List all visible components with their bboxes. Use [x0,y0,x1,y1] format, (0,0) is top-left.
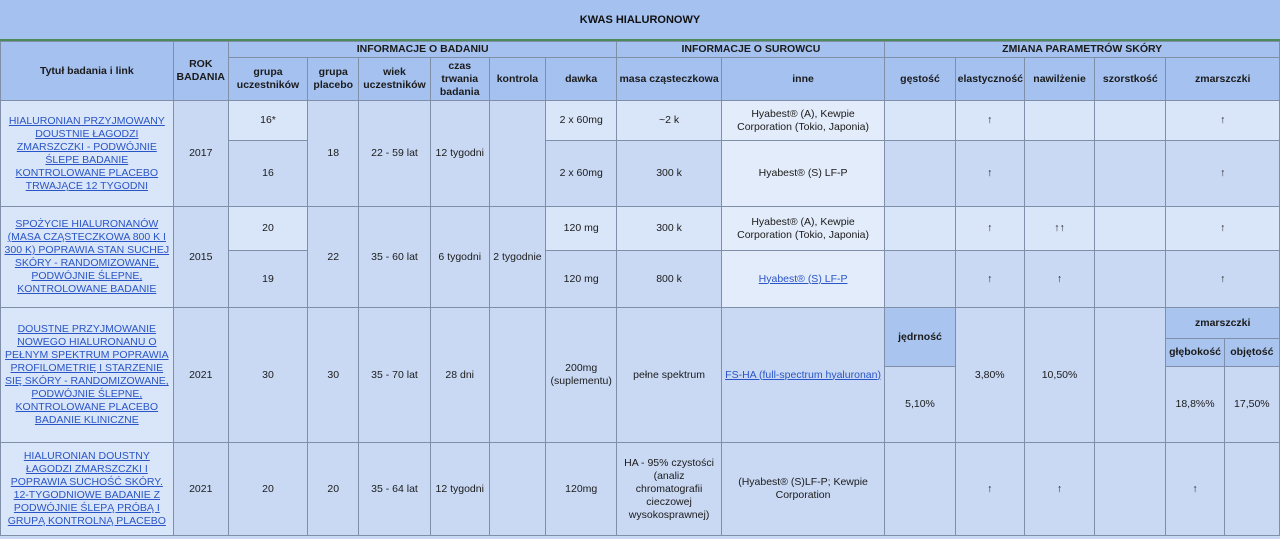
study-year: 2021 [173,443,228,536]
firmness-value: 5,10% [885,367,955,443]
mass-cell: 300 k [617,141,721,207]
control-cell [489,101,545,207]
table-row [1,308,1280,339]
participants-cell: 20 [228,207,307,251]
placebo-cell: 22 [308,207,359,308]
age-cell: 35 - 70 lat [359,308,430,443]
control-cell: 2 tygodnie [489,207,545,308]
dose-cell: 2 x 60mg [546,141,617,207]
other-cell: Hyabest® (A), Kewpie Corporation (Tokio, Japonia) [721,101,885,141]
roughness-cell [1095,141,1166,207]
participants-cell: 30 [228,308,307,443]
hydration-cell: ↑ [1024,251,1094,308]
elasticity-cell: 3,80% [955,308,1024,443]
hydration-cell [1024,101,1094,141]
roughness-cell [1095,443,1166,536]
table-row [1,443,1280,536]
mass-cell: 300 k [617,207,721,251]
roughness-cell [1095,207,1166,251]
wrinkles-extra-cell [1224,443,1279,536]
mass-cell: 800 k [617,251,721,308]
volume-label: objętość [1224,339,1279,367]
col-hydration: nawilżenie [1024,58,1094,101]
study-year: 2017 [173,101,228,207]
density-cell [885,251,955,308]
col-duration: czas trwania badania [430,58,489,101]
hydration-cell: ↑↑ [1024,207,1094,251]
hydration-cell: ↑ [1024,443,1094,536]
other-link-cell[interactable]: Hyabest® (S) LF-P [721,251,885,308]
other-cell: (Hyabest® (S)LF-P; Kewpie Corporation [721,443,885,536]
age-cell: 35 - 60 lat [359,207,430,308]
age-cell: 22 - 59 lat [359,101,430,207]
participants-cell: 16* [228,101,307,141]
study-title-link[interactable]: SPOŻYCIE HIALURONANÓW (MASA CZĄSTECZKOWA 800 K I 300 K) POPRAWIA STAN SUCHEJ SKÓRY - RANDOMIZOWANE, PODWÓJNIE ŚLEPNE, KONTROLOWANE BADANIE [1,207,174,308]
participants-cell: 16 [228,141,307,207]
wrinkles-cell: ↑ [1166,251,1280,308]
control-cell [489,308,545,443]
duration-cell: 6 tygodni [430,207,489,308]
age-cell: 35 - 64 lat [359,443,430,536]
col-density: gęstość [885,58,955,101]
study-title-link[interactable]: HIALURONIAN DOUSTNY ŁAGODZI ZMARSZCZKI I POPRAWIA SUCHOŚĆ SKÓRY. 12-TYGODNIOWE BADANIE Z PODWÓJNIE ŚLEPĄ PRÓBĄ I GRUPĄ KONTROLNĄ PLACEBO [1,443,174,536]
roughness-cell [1095,251,1166,308]
control-cell [489,443,545,536]
participants-cell: 20 [228,443,307,536]
placebo-cell: 20 [308,443,359,536]
col-mass: masa cząsteczkowa [617,58,721,101]
duration-cell: 28 dni [430,308,489,443]
other-link-cell[interactable]: FS-HA (full-spectrum hyaluronan) [721,308,885,443]
col-placebo: grupa placebo [308,58,359,101]
mass-cell: ~2 k [617,101,721,141]
dose-cell: 200mg (suplementu) [546,308,617,443]
elasticity-cell: ↑ [955,443,1024,536]
dose-cell: 120mg [546,443,617,536]
col-elasticity: elastyczność [955,58,1024,101]
hyaluronic-table [0,41,1280,536]
group-study-info: INFORMACJE O BADANIU [228,42,617,58]
roughness-cell [1095,101,1166,141]
depth-value: 18,8%% [1166,367,1224,443]
elasticity-cell: ↑ [955,251,1024,308]
density-cell [885,443,955,536]
col-other: inne [721,58,885,101]
dose-cell: 120 mg [546,207,617,251]
group-material-info: INFORMACJE O SUROWCU [617,42,885,58]
wrinkles-cell: ↑ [1166,101,1280,141]
study-title-link[interactable]: DOUSTNE PRZYJMOWANIE NOWEGO HIALURONANU O PEŁNYM SPEKTRUM POPRAWIA PROFILOMETRIĘ I STARZENIE SIĘ SKÓRY - RANDOMIZOWANE, PODWÓJNIE ŚLEPNE, KONTROLOWANE PLACEBO BADANIE KLINICZNE [1,308,174,443]
other-cell: Hyabest® (A), Kewpie Corporation (Tokio, Japonia) [721,207,885,251]
duration-cell: 12 tygodni [430,101,489,207]
col-control: kontrola [489,58,545,101]
group-skin-change: ZMIANA PARAMETRÓW SKÓRY [885,42,1280,58]
table-title: KWAS HIALURONOWY [0,0,1280,41]
table-row [1,101,1280,141]
table-row [1,207,1280,251]
hydration-cell [1024,141,1094,207]
wrinkles-cell: ↑ [1166,207,1280,251]
density-cell [885,141,955,207]
hydration-cell: 10,50% [1024,308,1094,443]
placebo-cell: 30 [308,308,359,443]
depth-label: głębokość [1166,339,1224,367]
col-study-title: Tytuł badania i link [1,42,174,101]
elasticity-cell: ↑ [955,141,1024,207]
dose-cell: 120 mg [546,251,617,308]
col-year: ROK BADANIA [173,42,228,101]
col-participants: grupa uczestników [228,58,307,101]
wrinkles-sub-label: zmarszczki [1166,308,1280,339]
col-wrinkles: zmarszczki [1166,58,1280,101]
duration-cell: 12 tygodni [430,443,489,536]
elasticity-cell: ↑ [955,207,1024,251]
study-year: 2021 [173,308,228,443]
col-age: wiek uczestników [359,58,430,101]
density-cell [885,207,955,251]
other-cell: Hyabest® (S) LF-P [721,141,885,207]
col-roughness: szorstkość [1095,58,1166,101]
study-year: 2015 [173,207,228,308]
mass-cell: HA - 95% czystości (analiz chromatografii cieczowej wysokosprawnej) [617,443,721,536]
placebo-cell: 18 [308,101,359,207]
mass-cell: pełne spektrum [617,308,721,443]
wrinkles-cell: ↑ [1166,443,1224,536]
participants-cell: 19 [228,251,307,308]
wrinkles-cell: ↑ [1166,141,1280,207]
volume-value: 17,50% [1224,367,1279,443]
dose-cell: 2 x 60mg [546,101,617,141]
study-title-link[interactable]: HIALURONIAN PRZYJMOWANY DOUSTNIE ŁAGODZI ZMARSZCZKI - PODWÓJNIE ŚLEPE BADANIE KONTROLOWANE PLACEBO TRWAJĄCE 12 TYGODNI [1,101,174,207]
density-cell [885,101,955,141]
firmness-label: jędrność [885,308,955,367]
col-dose: dawka [546,58,617,101]
elasticity-cell: ↑ [955,101,1024,141]
roughness-cell [1095,308,1166,443]
